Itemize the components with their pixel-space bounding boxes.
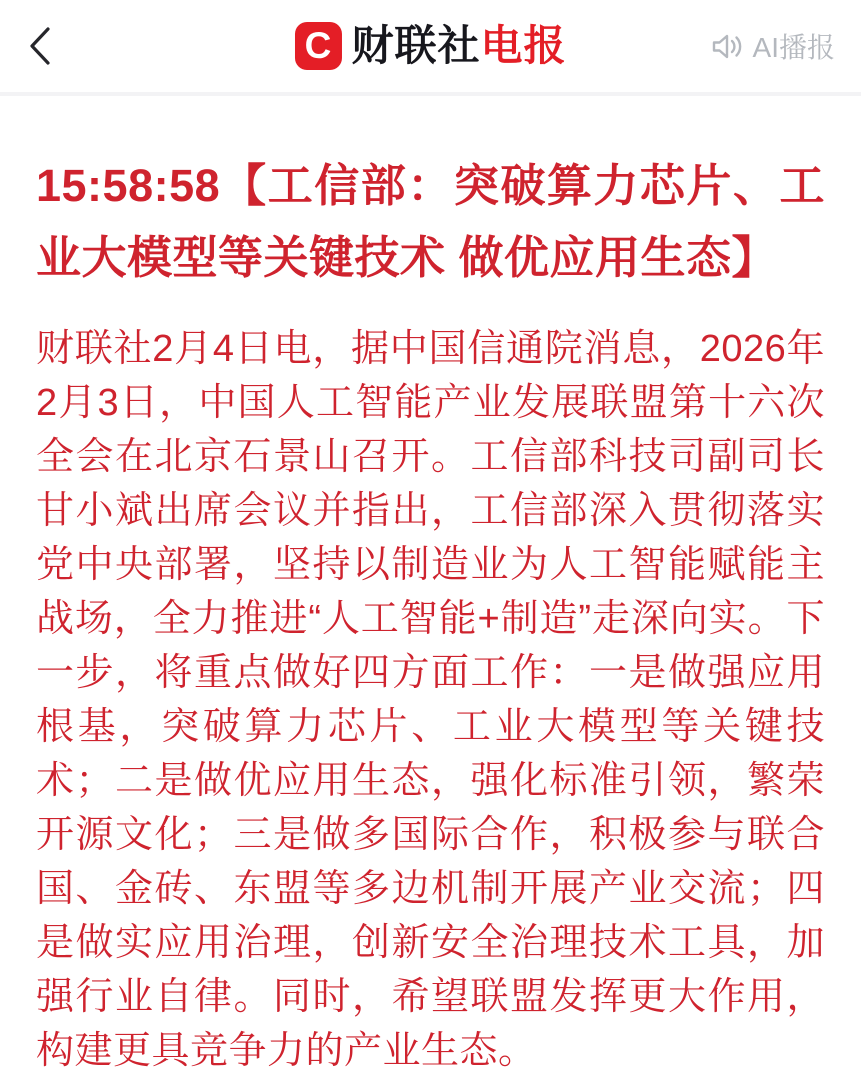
logo-brand-black: 财联社	[351, 22, 481, 69]
headline-text: 【工信部：突破算力芯片、工业大模型等关键技术 做优应用生态】	[36, 160, 825, 283]
speaker-icon	[711, 31, 744, 62]
logo-c-badge-icon: C	[294, 22, 341, 70]
ai-broadcast-button[interactable]	[711, 26, 835, 66]
article-body: 财联社2月4日电，据中国信通院消息，2026年2月3日，中国人工智能产业发展联盟第十六次全会在北京石景山召开。工信部科技司副司长甘小斌出席会议并指出，工信部深入贯彻落实党中央部署，坚持以制造业为人工智能赋能主战场，全力推进“人工智能+制造”走深向实。下一步，将重点做好四方面工作：一是做强应用根基，突破算力芯片、工业大模型等关键技术；二是做优应用生态，强化标准引领，繁荣开源文化；三是做多国际合作，积极参与联合国、金砖、东盟等多边机制开展产业交流；四是做实应用治理，创新安全治理技术工具，加强行业自律。同时，希望联盟发挥更大作用，构建更具竞争力的产业生态。	[36, 328, 825, 1072]
back-button[interactable]	[26, 20, 74, 72]
app-header	[0, 0, 861, 92]
logo-brand-red: 电报	[480, 22, 567, 69]
header-separator	[0, 92, 861, 96]
headline-time: 15:58:58	[36, 160, 221, 211]
back-chevron-icon	[26, 25, 53, 67]
article-headline	[36, 150, 825, 294]
ai-broadcast-label: AI播报	[752, 32, 835, 63]
logo-wordmark	[351, 22, 567, 69]
article-content	[0, 150, 861, 1078]
app-logo	[294, 22, 566, 70]
